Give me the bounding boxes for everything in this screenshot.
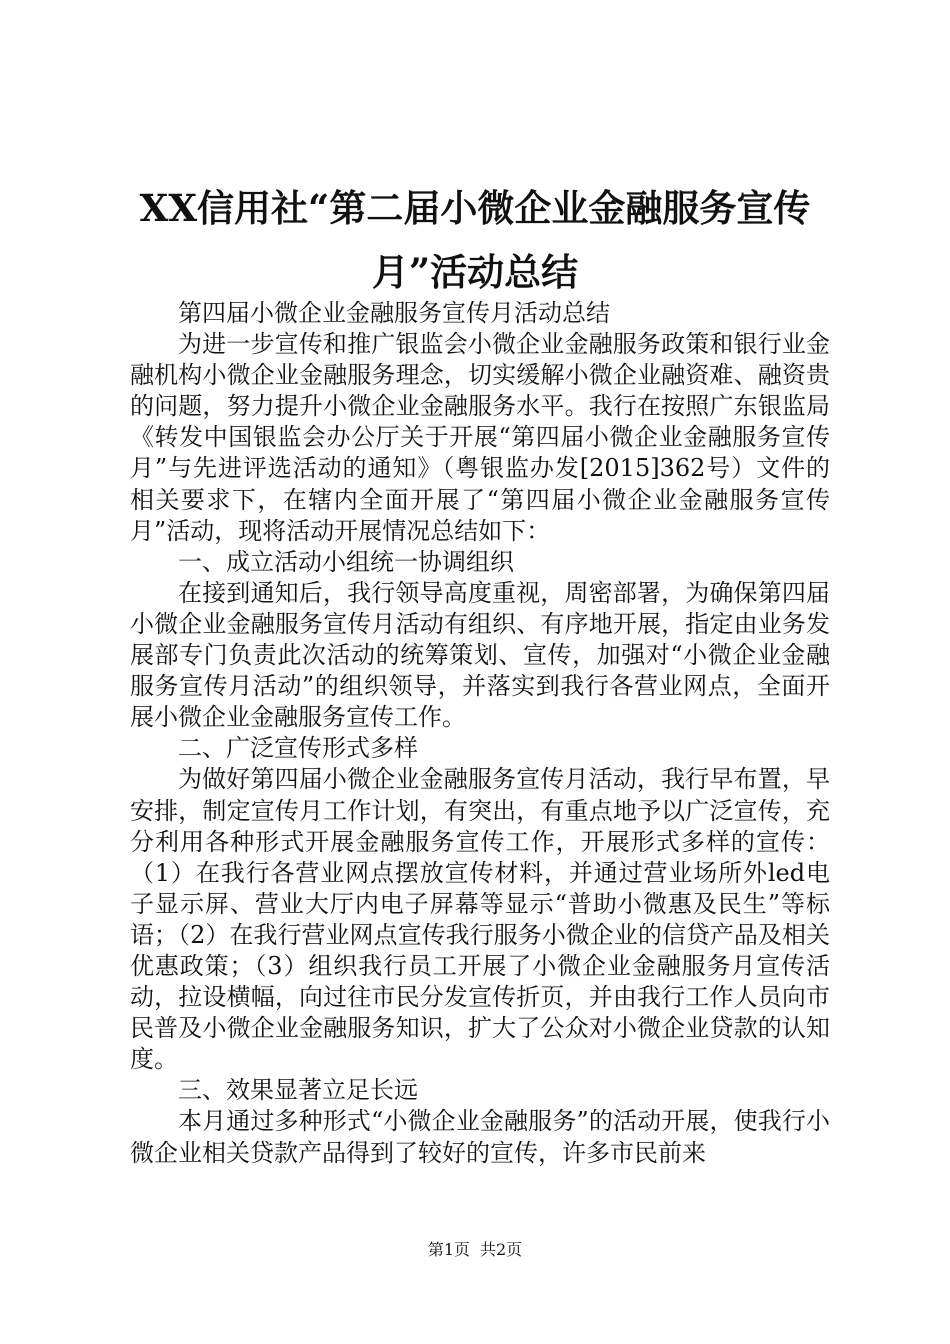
title-line-1: XX信用社“第二届小微企业金融服务宣传 xyxy=(139,186,811,230)
section-1-paragraph: 在接到通知后，我行领导高度重视，周密部署，为确保第四届小微企业金融服务宣传月活动有组织、有序地开展，指定由业务发展部专门负责此次活动的统筹策划、宣传，加强对“小微企业金融服务宣传月活动”的组织领导，并落实到我行各营业网点，全面开展小微企业金融服务宣传工作。 xyxy=(130,578,830,732)
section-heading-2: 二、广泛宣传形式多样 xyxy=(178,734,418,763)
page-total: 共2页 xyxy=(480,1240,523,1259)
section-heading-3: 三、效果显著立足长远 xyxy=(178,1076,418,1105)
section-3-paragraph: 本月通过多种形式“小微企业金融服务”的活动开展，使我行小微企业相关贷款产品得到了较好的宣传，许多市民前来 xyxy=(130,1107,830,1167)
intro-paragraph: 为进一步宣传和推广银监会小微企业金融服务政策和银行业金融机构小微企业金融服务理念，切实缓解小微企业融资难、融资贵的问题，努力提升小微企业金融服务水平。我行在按照广东银监局《转发中国银监会办公厅关于开展“第四届小微企业金融服务宣传月”与先进评选活动的通知》（粤银监办发[2015]362号）文件的相关要求下，在辖内全面开展了“第四届小微企业金融服务宣传月”活动，现将活动开展情况总结如下： xyxy=(130,330,830,545)
title-line-2: 月”活动总结 xyxy=(371,250,579,294)
document-title xyxy=(110,176,840,304)
page-number: 第1页 xyxy=(427,1240,470,1259)
subtitle-paragraph: 第四届小微企业金融服务宣传月活动总结 xyxy=(178,299,610,327)
section-heading-1: 一、成立活动小组统一协调组织 xyxy=(178,547,514,576)
page-footer xyxy=(0,1240,950,1260)
document-body xyxy=(130,298,830,1169)
section-2-paragraph: 为做好第四届小微企业金融服务宣传月活动，我行早布置，早安排，制定宣传月工作计划，有突出，有重点地予以广泛宣传，充分利用各种形式开展金融服务宣传工作，开展形式多样的宣传：（1）在我行各营业网点摆放宣传材料，并通过营业场所外led电子显示屏、营业大厅内电子屏幕等显示“普助小微惠及民生”等标语；（2）在我行营业网点宣传我行服务小微企业的信贷产品及相关优惠政策；（3）组织我行员工开展了小微企业金融服务月宣传活动，拉设横幅，向过往市民分发宣传折页，并由我行工作人员向市民普及小微企业金融服务知识，扩大了公众对小微企业贷款的认知度。 xyxy=(130,765,830,1074)
